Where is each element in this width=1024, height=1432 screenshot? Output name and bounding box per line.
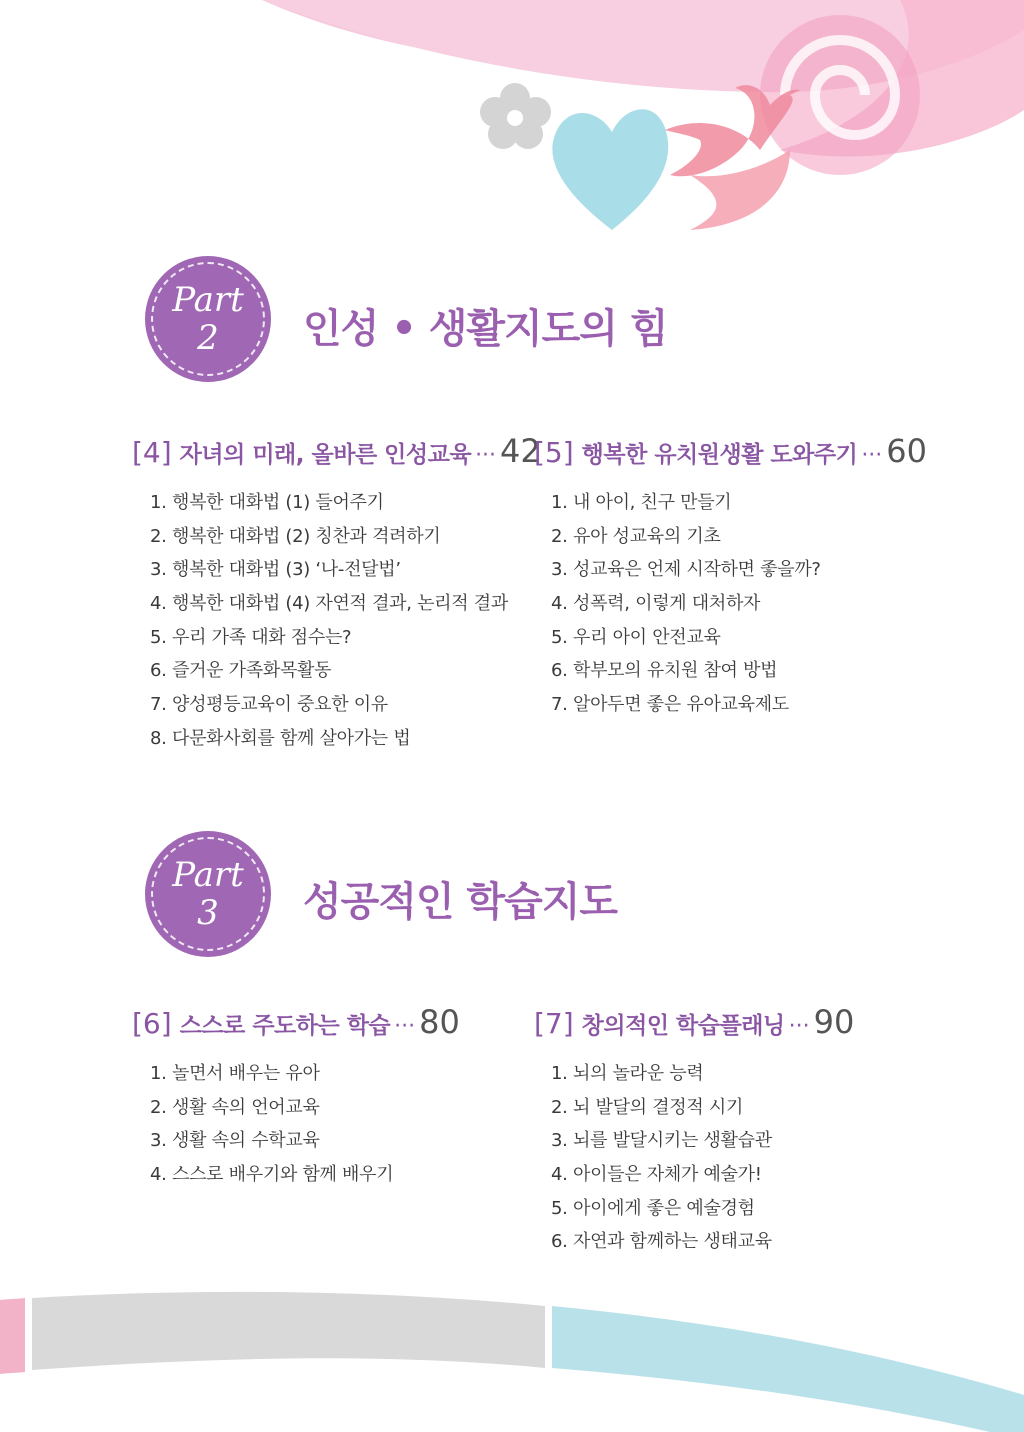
leader-dots: ··· (788, 1014, 810, 1039)
part-title: 인성 • 생활지도의 힘 (303, 306, 668, 352)
chapter-number: [4] (132, 436, 172, 469)
part-number: 3 (197, 893, 219, 933)
part-title: 성공적인 학습지도 (303, 879, 618, 925)
list-item: 5. 아이에게 좋은 예술경험 (551, 1197, 755, 1219)
list-item: 8. 다문화사회를 함께 살아가는 법 (150, 727, 411, 749)
list-item: 2. 유아 성교육의 기초 (551, 525, 721, 547)
list-item: 5. 우리 가족 대화 점수는? (150, 626, 352, 648)
list-item: 4. 아이들은 자체가 예술가! (551, 1164, 762, 1186)
bird-icon (665, 85, 800, 230)
chapter-heading (132, 432, 541, 470)
list-item: 3. 행복한 대화법 (3) ‘나-전달법’ (150, 559, 401, 581)
list-item: 7. 양성평등교육이 중요한 이유 (150, 694, 388, 716)
leader-dots: ··· (861, 443, 883, 468)
list-item: 7. 알아두면 좋은 유아교육제도 (551, 694, 789, 716)
list-item: 1. 행복한 대화법 (1) 들어주기 (150, 492, 384, 513)
part-badge (145, 831, 271, 957)
list-item: 4. 성폭력, 이렇게 대처하자 (551, 593, 761, 615)
list-item: 1. 뇌의 놀라운 능력 (551, 1063, 704, 1084)
top-decoration (0, 0, 1024, 260)
flower-icon (480, 83, 551, 149)
list-item: 6. 자연과 함께하는 생태교육 (551, 1231, 772, 1253)
list-item: 1. 내 아이, 친구 만들기 (551, 492, 732, 513)
leader-dots: ··· (394, 1014, 416, 1039)
chapter-item-list (551, 486, 821, 722)
chapter-title: 스스로 주도하는 학습 (179, 1013, 391, 1039)
list-item: 2. 뇌 발달의 결정적 시기 (551, 1096, 744, 1118)
list-item: 2. 생활 속의 언어교육 (150, 1096, 320, 1118)
part-word: Part (172, 855, 244, 895)
chapter-title: 창의적인 학습플래닝 (581, 1013, 785, 1039)
chapter-number: [7] (534, 1007, 574, 1040)
list-item: 1. 놀면서 배우는 유아 (150, 1063, 320, 1084)
chapter-number: [5] (534, 436, 574, 469)
chapter-title: 행복한 유치원생활 도와주기 (581, 442, 858, 468)
page-number: 60 (886, 432, 928, 470)
page-number: 42 (500, 432, 541, 470)
part-word: Part (172, 280, 244, 320)
part-number: 2 (197, 318, 219, 358)
list-item: 4. 스스로 배우기와 함께 배우기 (150, 1164, 394, 1186)
chapter-item-list (150, 1057, 393, 1192)
list-item: 6. 즐거운 가족화목활동 (150, 660, 332, 682)
list-item: 3. 성교육은 언제 시작하면 좋을까? (551, 559, 821, 581)
list-item: 5. 우리 아이 안전교육 (551, 626, 721, 648)
chapter-item-list (150, 486, 508, 756)
page-number: 80 (419, 1003, 460, 1041)
chapter-title: 자녀의 미래, 올바른 인성교육 (179, 442, 472, 468)
chapter-heading (132, 1003, 460, 1041)
list-item: 2. 행복한 대화법 (2) 칭찬과 격려하기 (150, 525, 441, 547)
chapter-item-list (551, 1057, 772, 1259)
chapter-heading (534, 432, 927, 470)
leader-dots: ··· (475, 443, 497, 468)
page-number: 90 (813, 1003, 855, 1041)
list-item: 3. 생활 속의 수학교육 (150, 1130, 320, 1152)
list-item: 6. 학부모의 유치원 참여 방법 (551, 660, 778, 682)
list-item: 4. 행복한 대화법 (4) 자연적 결과, 논리적 결과 (150, 593, 508, 615)
chapter-heading (534, 1003, 854, 1041)
list-item: 3. 뇌를 발달시키는 생활습관 (551, 1130, 772, 1152)
chapter-number: [6] (132, 1007, 172, 1040)
heart-icon (552, 109, 668, 230)
part-badge (145, 256, 271, 382)
